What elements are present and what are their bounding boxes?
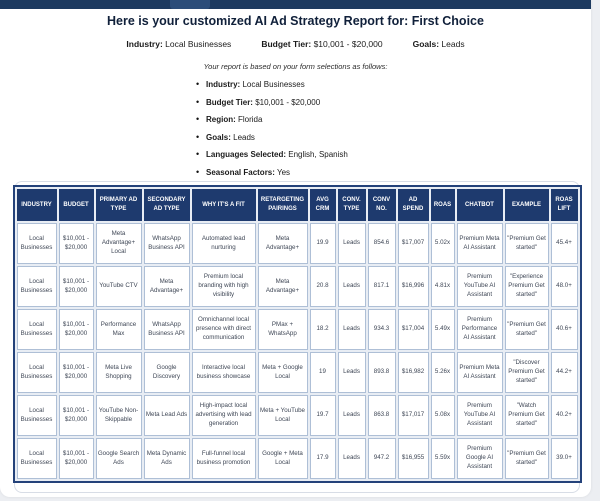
table-cell: Leads xyxy=(338,223,366,264)
table-cell: 5.49x xyxy=(431,309,455,350)
table-cell: Premium YouTube AI Assistant xyxy=(457,266,503,307)
summary-row xyxy=(0,39,591,49)
summary-item: Budget Tier: $10,001 - $20,000 xyxy=(261,39,383,49)
selection-label: Budget Tier: xyxy=(206,97,253,107)
table-row xyxy=(17,309,578,350)
table-cell: Full-funnel local business promotion xyxy=(192,438,256,479)
table-cell: Meta Live Shopping xyxy=(96,352,142,393)
column-header: ROAS xyxy=(431,189,455,221)
table-cell: Premium local branding with high visibility xyxy=(192,266,256,307)
table-cell: "Premium Get started" xyxy=(505,438,549,479)
table-cell: "Watch Premium Get started" xyxy=(505,395,549,436)
table-cell: 17.9 xyxy=(310,438,336,479)
table-cell: Premium Meta AI Assistant xyxy=(457,223,503,264)
table-cell: 947.2 xyxy=(368,438,396,479)
table-cell: $17,004 xyxy=(398,309,429,350)
column-header: PRIMARY AD TYPE xyxy=(96,189,142,221)
table-cell: Meta Advantage+ xyxy=(258,266,308,307)
table-cell: YouTube CTV xyxy=(96,266,142,307)
table-cell: 44.2+ xyxy=(551,352,578,393)
table-cell: Leads xyxy=(338,438,366,479)
table-header-row xyxy=(17,189,578,221)
selection-item: • Region: Florida xyxy=(196,115,348,124)
table-cell: Meta Advantage+ xyxy=(258,223,308,264)
selection-label: Goals: xyxy=(206,132,231,142)
table-cell: Interactive local business showcase xyxy=(192,352,256,393)
summary-item-label: Goals: xyxy=(412,39,440,49)
table-cell: Premium Performance AI Assistant xyxy=(457,309,503,350)
report-table-container xyxy=(14,181,580,493)
table-cell: 5.26x xyxy=(431,352,455,393)
table-cell: Leads xyxy=(338,309,366,350)
table-cell: $10,001 - $20,000 xyxy=(59,395,94,436)
summary-item: Industry: Local Businesses xyxy=(126,39,232,49)
column-header: BUDGET xyxy=(59,189,94,221)
selection-item: • Seasonal Factors: Yes xyxy=(196,168,348,177)
summary-item-label: Budget Tier: xyxy=(261,39,312,49)
table-cell: Leads xyxy=(338,352,366,393)
table-cell: $10,001 - $20,000 xyxy=(59,309,94,350)
strategy-report-table xyxy=(13,185,582,483)
table-cell: High-impact local advertising with lead generation xyxy=(192,395,256,436)
table-cell: Premium Google AI Assistant xyxy=(457,438,503,479)
table-cell: Meta Advantage+ xyxy=(144,266,190,307)
form-note: Your report is based on your form selections as follows: xyxy=(203,62,388,71)
table-cell: $10,001 - $20,000 xyxy=(59,223,94,264)
table-cell: Meta Dynamic Ads xyxy=(144,438,190,479)
table-cell: 40.2+ xyxy=(551,395,578,436)
table-cell: 817.1 xyxy=(368,266,396,307)
table-cell: 19.7 xyxy=(310,395,336,436)
table-cell: $16,996 xyxy=(398,266,429,307)
table-cell: Google Discovery xyxy=(144,352,190,393)
table-cell: 934.3 xyxy=(368,309,396,350)
table-cell: "Discover Premium Get started" xyxy=(505,352,549,393)
table-cell: Leads xyxy=(338,266,366,307)
table-cell: $17,017 xyxy=(398,395,429,436)
table-row xyxy=(17,395,578,436)
table-cell: Meta Lead Ads xyxy=(144,395,190,436)
selections-list xyxy=(196,80,348,185)
selection-item: • Languages Selected: English, Spanish xyxy=(196,150,348,159)
table-cell: $16,955 xyxy=(398,438,429,479)
table-cell: WhatsApp Business API xyxy=(144,223,190,264)
table-cell: $10,001 - $20,000 xyxy=(59,266,94,307)
table-cell: 863.8 xyxy=(368,395,396,436)
table-cell: Performance Max xyxy=(96,309,142,350)
column-header: AD SPEND xyxy=(398,189,429,221)
table-row xyxy=(17,266,578,307)
column-header: CHATBOT xyxy=(457,189,503,221)
table-cell: Premium YouTube AI Assistant xyxy=(457,395,503,436)
summary-item-label: Industry: xyxy=(126,39,163,49)
table-cell: 20.8 xyxy=(310,266,336,307)
table-cell: Google Search Ads xyxy=(96,438,142,479)
table-cell: 19.9 xyxy=(310,223,336,264)
selection-item: • Goals: Leads xyxy=(196,133,348,142)
table-cell: 5.02x xyxy=(431,223,455,264)
top-bar xyxy=(0,0,591,9)
column-header: ROAS LIFT xyxy=(551,189,578,221)
selection-label: Languages Selected: xyxy=(206,150,287,159)
table-cell: WhatsApp Business API xyxy=(144,309,190,350)
table-cell: $16,982 xyxy=(398,352,429,393)
column-header: SECONDARY AD TYPE xyxy=(144,189,190,221)
selection-label: Seasonal Factors: xyxy=(206,167,275,177)
column-header: INDUSTRY xyxy=(17,189,57,221)
top-bar-tab xyxy=(170,0,210,9)
table-cell: Local Businesses xyxy=(17,309,57,350)
table-cell: 48.0+ xyxy=(551,266,578,307)
table-cell: 40.6+ xyxy=(551,309,578,350)
table-cell: 893.8 xyxy=(368,352,396,393)
table-cell: $10,001 - $20,000 xyxy=(59,438,94,479)
table-cell: Omnichannel local presence with direct communication xyxy=(192,309,256,350)
table-cell: Local Businesses xyxy=(17,266,57,307)
table-cell: Local Businesses xyxy=(17,438,57,479)
column-header: AVG CRM xyxy=(310,189,336,221)
selection-label: Industry: xyxy=(206,80,241,89)
table-cell: $10,001 - $20,000 xyxy=(59,352,94,393)
table-cell: YouTube Non-Skippable xyxy=(96,395,142,436)
table-cell: Local Businesses xyxy=(17,223,57,264)
page-title: Here is your customized AI Ad Strategy Report for: First Choice xyxy=(107,14,484,28)
table-cell: 854.6 xyxy=(368,223,396,264)
column-header: RETARGETING PAIRINGS xyxy=(258,189,308,221)
table-cell: 45.4+ xyxy=(551,223,578,264)
column-header: CONV. TYPE xyxy=(338,189,366,221)
table-cell: 39.0+ xyxy=(551,438,578,479)
column-header: EXAMPLE xyxy=(505,189,549,221)
table-cell: Meta Advantage+ Local xyxy=(96,223,142,264)
table-cell: Local Businesses xyxy=(17,395,57,436)
table-cell: 18.2 xyxy=(310,309,336,350)
table-cell: 5.59x xyxy=(431,438,455,479)
table-cell: "Premium Get started" xyxy=(505,309,549,350)
table-cell: 4.81x xyxy=(431,266,455,307)
table-cell: Meta + Google Local xyxy=(258,352,308,393)
table-cell: Leads xyxy=(338,395,366,436)
table-cell: PMax + WhatsApp xyxy=(258,309,308,350)
table-cell: 19 xyxy=(310,352,336,393)
table-row xyxy=(17,352,578,393)
table-cell: Automated lead nurturing xyxy=(192,223,256,264)
summary-item: Goals: Leads xyxy=(412,39,465,49)
table-row xyxy=(17,223,578,264)
table-cell: 5.08x xyxy=(431,395,455,436)
table-cell: Google + Meta Local xyxy=(258,438,308,479)
table-cell: $17,007 xyxy=(398,223,429,264)
table-cell: Meta + YouTube Local xyxy=(258,395,308,436)
table-cell: "Premium Get started" xyxy=(505,223,549,264)
table-cell: Local Businesses xyxy=(17,352,57,393)
selection-item: • Budget Tier: $10,001 - $20,000 xyxy=(196,98,348,107)
table-cell: "Experience Premium Get started" xyxy=(505,266,549,307)
table-body xyxy=(17,223,578,479)
column-header: WHY IT'S A FIT xyxy=(192,189,256,221)
selection-label: Region: xyxy=(206,115,236,124)
selection-item: • Industry: Local Businesses xyxy=(196,80,348,89)
table-row xyxy=(17,438,578,479)
column-header: CONV NO. xyxy=(368,189,396,221)
table-cell: Premium Meta AI Assistant xyxy=(457,352,503,393)
